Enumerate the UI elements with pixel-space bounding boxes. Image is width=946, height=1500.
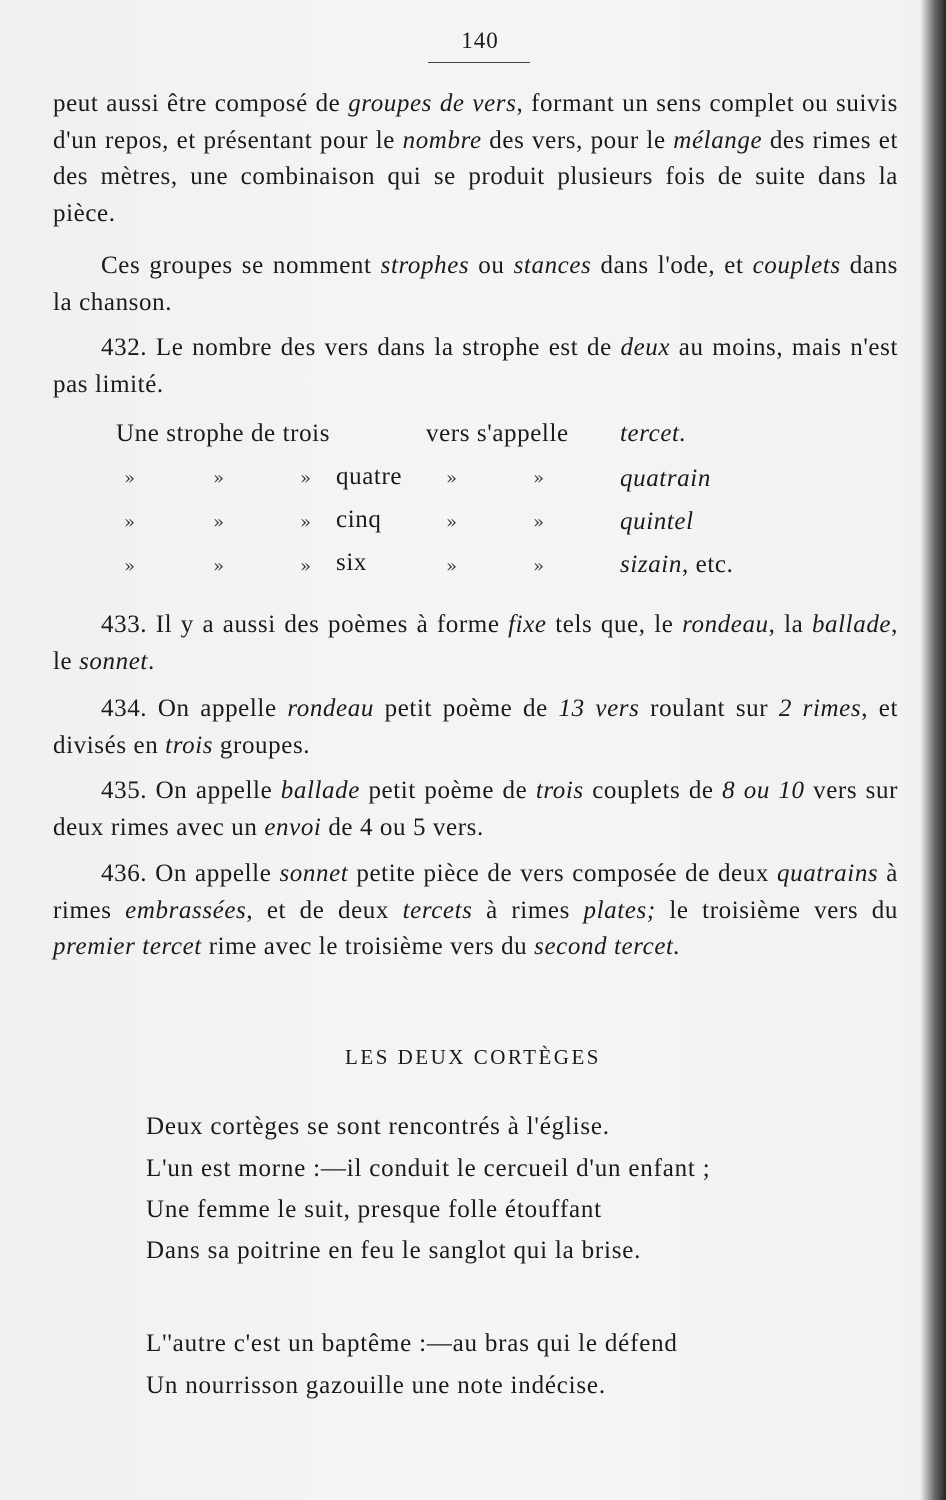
strophe-name-sizain: sizain, etc. [620, 551, 734, 578]
poem-line: Dans sa poitrine en feu le sanglot qui la brise. [146, 1237, 642, 1264]
strophe-row-verb: vers s'appelle [426, 420, 569, 447]
poem-line: L''autre c'est un baptême :—au bras qui le défend [146, 1330, 678, 1357]
ditto-mark: » [446, 556, 458, 577]
paragraph-435: 435. On appelle ballade petit poème de trois couplets de 8 ou 10 vers sur deux rimes avec un envoi de 4 ou 5 vers. [53, 777, 898, 841]
ditto-mark: » [446, 512, 458, 533]
strophe-row-lead: Une strophe de trois [116, 420, 331, 447]
ditto-mark: » [124, 512, 136, 533]
paragraph-continuation: peut aussi être composé de groupes de vers, formant un sens complet ou suivis d'un repos, et présentant pour le nombre des vers, pour le mélange des rimes et des mètres, une combinaison qui se produit plusieurs fois de suite dans la pièce. [53, 90, 899, 227]
paragraph-strophes: Ces groupes se nomment strophes ou stances dans l'ode, et couplets dans la chanson. [53, 252, 899, 316]
strophe-count-six: six [336, 549, 367, 576]
ditto-mark: » [533, 512, 545, 533]
strophe-name-quintel: quintel [620, 508, 694, 535]
strophe-row-trois [116, 420, 330, 448]
ditto-mark: » [213, 512, 225, 533]
ditto-mark: » [124, 556, 136, 577]
ditto-mark: » [533, 468, 545, 489]
poem-title: LES DEUX CORTÈGES [345, 1045, 601, 1069]
page-number: 140 [461, 28, 499, 53]
paragraph-434: 434. On appelle rondeau petit poème de 13 vers roulant sur 2 rimes, et divisés en trois groupes. [53, 695, 898, 759]
strophe-count-quatre: quatre [336, 463, 403, 490]
poem-line: L'un est morne :—il conduit le cercueil d'un enfant ; [146, 1155, 711, 1182]
strophe-name-tercet: tercet. [620, 420, 687, 447]
strophe-name-quatrain: quatrain [620, 465, 711, 492]
poem-line: Un nourrisson gazouille une note indécise. [146, 1372, 606, 1399]
ditto-mark: » [213, 556, 225, 577]
ditto-mark: » [300, 512, 312, 533]
strophe-count-cinq: cinq [336, 506, 382, 533]
paragraph-433: 433. Il y a aussi des poèmes à forme fixe tels que, le rondeau, la ballade, le sonnet. [53, 611, 898, 675]
poem-line: Deux cortèges se sont rencontrés à l'église. [146, 1113, 610, 1140]
ditto-mark: » [300, 556, 312, 577]
ditto-mark: » [213, 468, 225, 489]
ditto-mark: » [446, 468, 458, 489]
poem-line: Une femme le suit, presque folle étouffant [146, 1196, 602, 1223]
ditto-mark: » [124, 468, 136, 489]
page-edge-shadow [920, 0, 946, 1500]
ditto-mark: » [300, 468, 312, 489]
page-number-rule [428, 62, 530, 63]
paragraph-436: 436. On appelle sonnet petite pièce de vers composée de deux quatrains à rimes embrassées, et de deux tercets à rimes plates; le troisième vers du premier tercet rime avec le troisième vers du second tercet. [53, 860, 898, 960]
ditto-mark: » [533, 556, 545, 577]
paragraph-432: 432. Le nombre des vers dans la strophe est de deux au moins, mais n'est pas limité. [53, 334, 899, 398]
